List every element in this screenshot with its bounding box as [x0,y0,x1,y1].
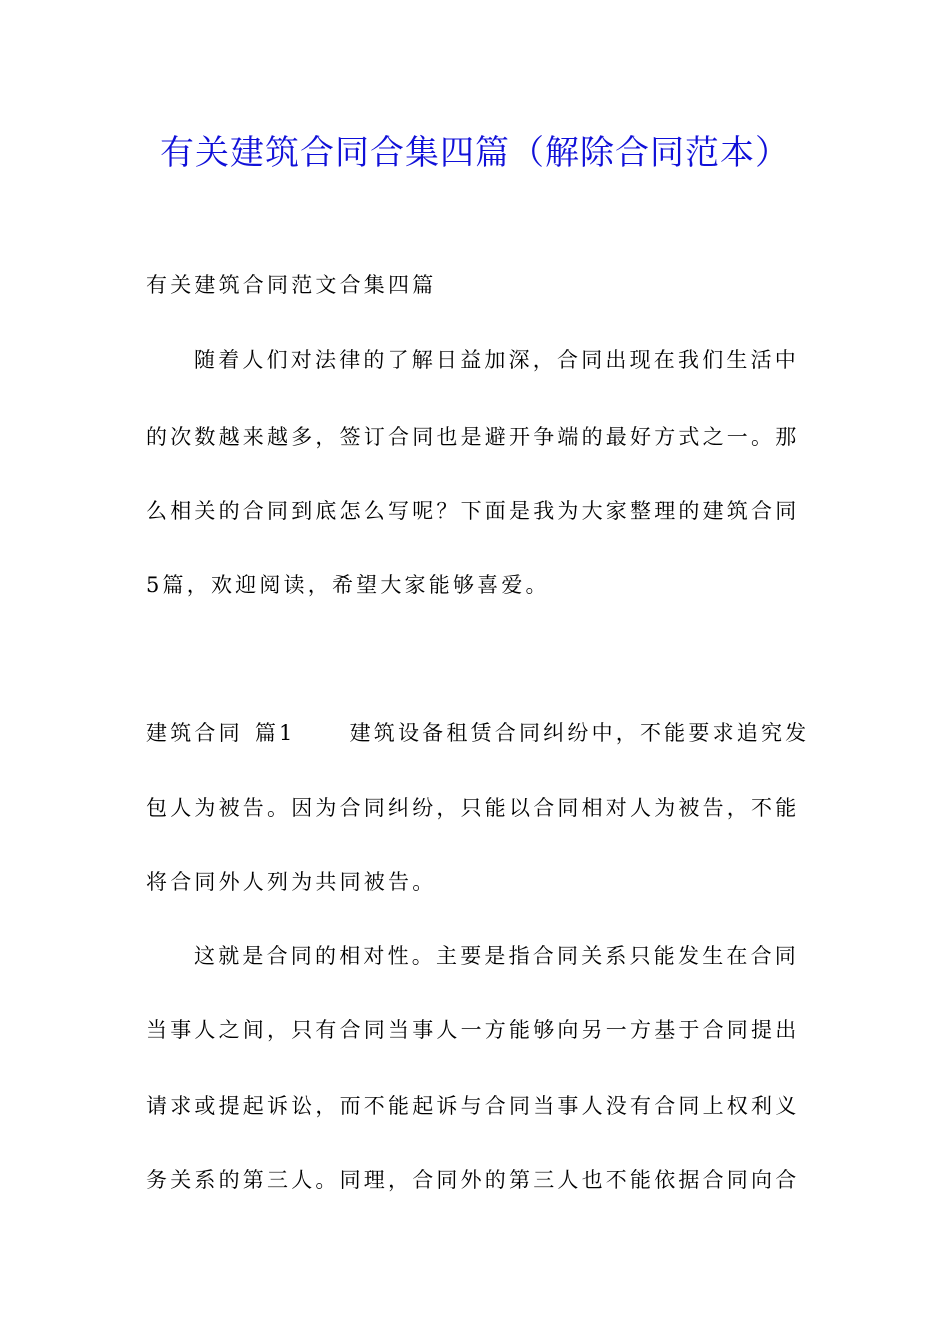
document-subtitle: 有关建筑合同范文合集四篇 [146,273,437,297]
intro-line-3: 么相关的合同到底怎么写呢？下面是我为大家整理的建筑合同 [146,499,800,523]
paragraph2-line-1: 这就是合同的相对性。主要是指合同关系只能发生在合同 [194,944,799,968]
intro-line-1: 随着人们对法律的了解日益加深，合同出现在我们生活中 [194,348,799,372]
section1-heading-num: 篇1 [254,721,296,745]
section1-line-3: 将合同外人列为共同被告。 [146,870,437,894]
section1-first-line-text: 建筑设备租赁合同纠纷中，不能要求追究发 [349,721,810,745]
intro-line-4: 5篇，欢迎阅读，希望大家能够喜爱。 [146,573,550,597]
section1-heading-main: 建筑合同 [146,721,243,745]
paragraph2-line-3: 请求或提起诉讼，而不能起诉与合同当事人没有合同上权利义 [146,1094,800,1118]
paragraph2-line-4: 务关系的第三人。同理，合同外的第三人也不能依据合同向合 [146,1168,800,1192]
intro-line-2: 的次数越来越多，签订合同也是避开争端的最好方式之一。那 [146,425,800,449]
paragraph2-line-2: 当事人之间，只有合同当事人一方能够向另一方基于合同提出 [146,1018,800,1042]
section1-first-line [146,718,809,748]
document-title: 有关建筑合同合集四篇（解除合同范本） [160,133,790,173]
section1-line-2: 包人为被告。因为合同纠纷，只能以合同相对人为被告，不能 [146,796,800,820]
